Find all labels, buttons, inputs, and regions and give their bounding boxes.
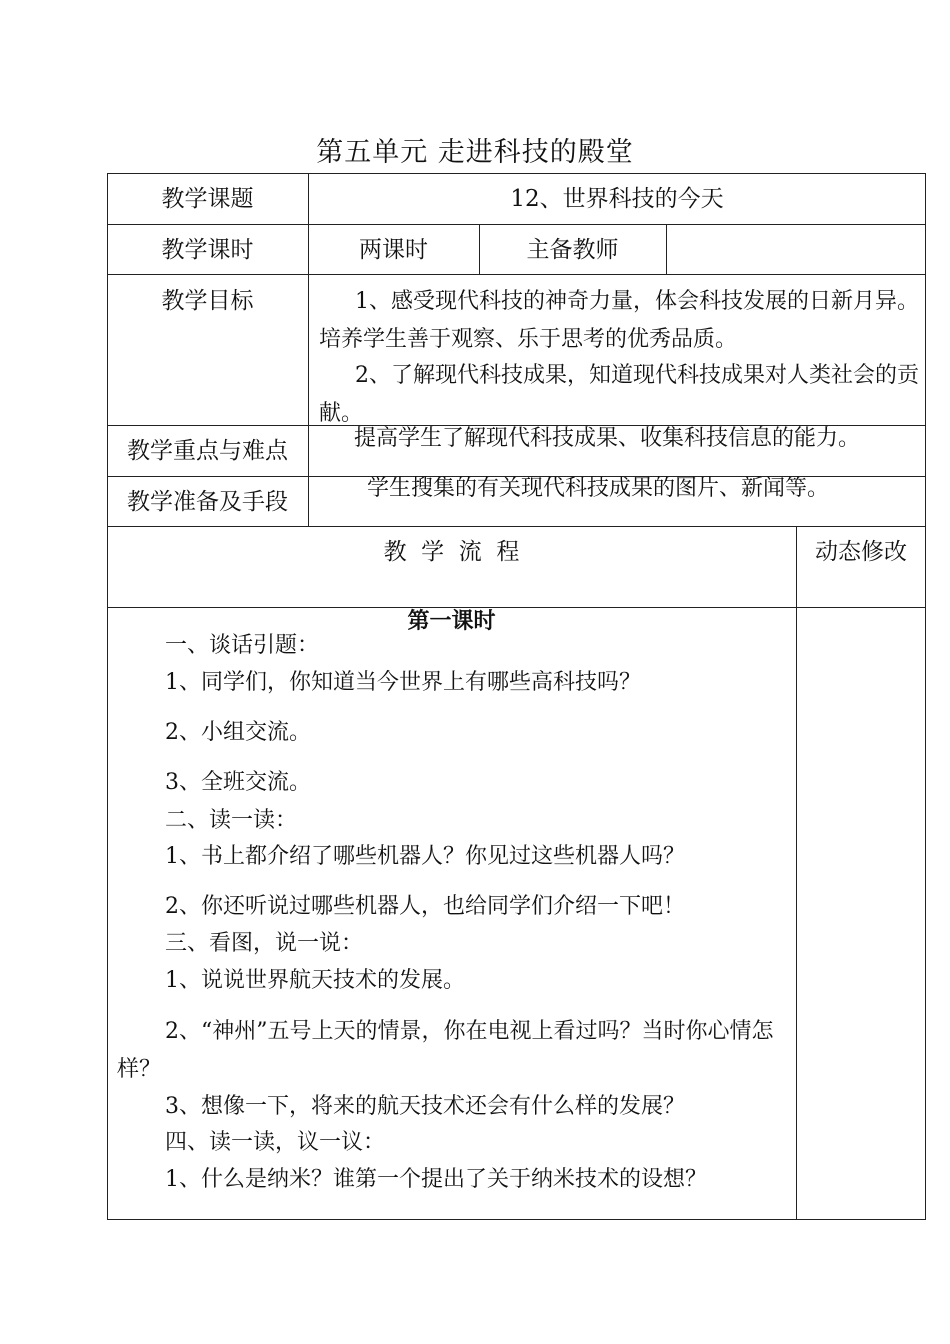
- goals-paragraph-1: 1、感受现代科技的神奇力量，体会科技发展的日新月异。培养学生善于观察、乐于思考的优秀品质。: [319, 289, 919, 352]
- row-divider: [107, 274, 926, 275]
- flow-line: 1、同学们，你知道当今世界上有哪些高科技吗？: [165, 670, 641, 695]
- column-divider: [308, 173, 309, 527]
- row-divider: [107, 224, 926, 225]
- preparation-label: 教学准备及手段: [127, 489, 288, 515]
- flow-line: 1、说说世界航天技术的发展。: [165, 968, 465, 993]
- flow-header: 教 学 流 程: [383, 539, 520, 565]
- revision-header: 动态修改: [815, 539, 907, 565]
- flow-line: 二、读一读：: [165, 808, 298, 833]
- preparation-value: 学生搜集的有关现代科技成果的图片、新闻等。: [367, 476, 830, 501]
- session-title: 第一课时: [407, 608, 496, 634]
- table-border-top: [107, 173, 926, 174]
- flow-line: 一、谈话引题：: [165, 633, 320, 658]
- flow-line: 四、读一读，议一议：: [165, 1130, 386, 1155]
- flow-line: 3、全班交流。: [165, 770, 311, 795]
- hours-value: 两课时: [359, 237, 428, 263]
- page-title: 第五单元 走进科技的殿堂: [316, 137, 634, 168]
- column-divider: [666, 224, 667, 275]
- topic-value: 12、世界科技的今天: [510, 186, 724, 212]
- goals-label: 教学目标: [161, 288, 254, 314]
- flow-line: 2、小组交流。: [165, 720, 311, 745]
- goals-paragraph-2: 2、了解现代科技成果，知道现代科技成果对人类社会的贡献。: [319, 363, 919, 426]
- table-border-bottom: [107, 1219, 926, 1220]
- hours-label: 教学课时: [161, 237, 254, 263]
- flow-line: 2、“神州”五号上天的情景，你在电视上看过吗？当时你心情怎样？: [117, 1019, 774, 1082]
- key-points-label: 教学重点与难点: [127, 438, 288, 464]
- flow-line: 3、想像一下，将来的航天技术还会有什么样的发展？: [165, 1094, 685, 1119]
- flow-line: 1、书上都介绍了哪些机器人？你见过这些机器人吗？: [165, 844, 685, 869]
- topic-label: 教学课题: [161, 186, 254, 212]
- table-border-left: [107, 173, 108, 1220]
- flow-line: 2、你还听说过哪些机器人，也给同学们介绍一下吧！: [165, 894, 685, 919]
- flow-line: 三、看图，说一说：: [165, 931, 364, 956]
- row-divider: [107, 526, 926, 527]
- teacher-label: 主备教师: [526, 237, 619, 263]
- flow-line: 1、什么是纳米？谁第一个提出了关于纳米技术的设想？: [165, 1167, 707, 1192]
- column-divider: [796, 526, 797, 1220]
- key-points-value: 提高学生了解现代科技成果、收集科技信息的能力。: [354, 426, 861, 451]
- table-border-right: [925, 173, 926, 1220]
